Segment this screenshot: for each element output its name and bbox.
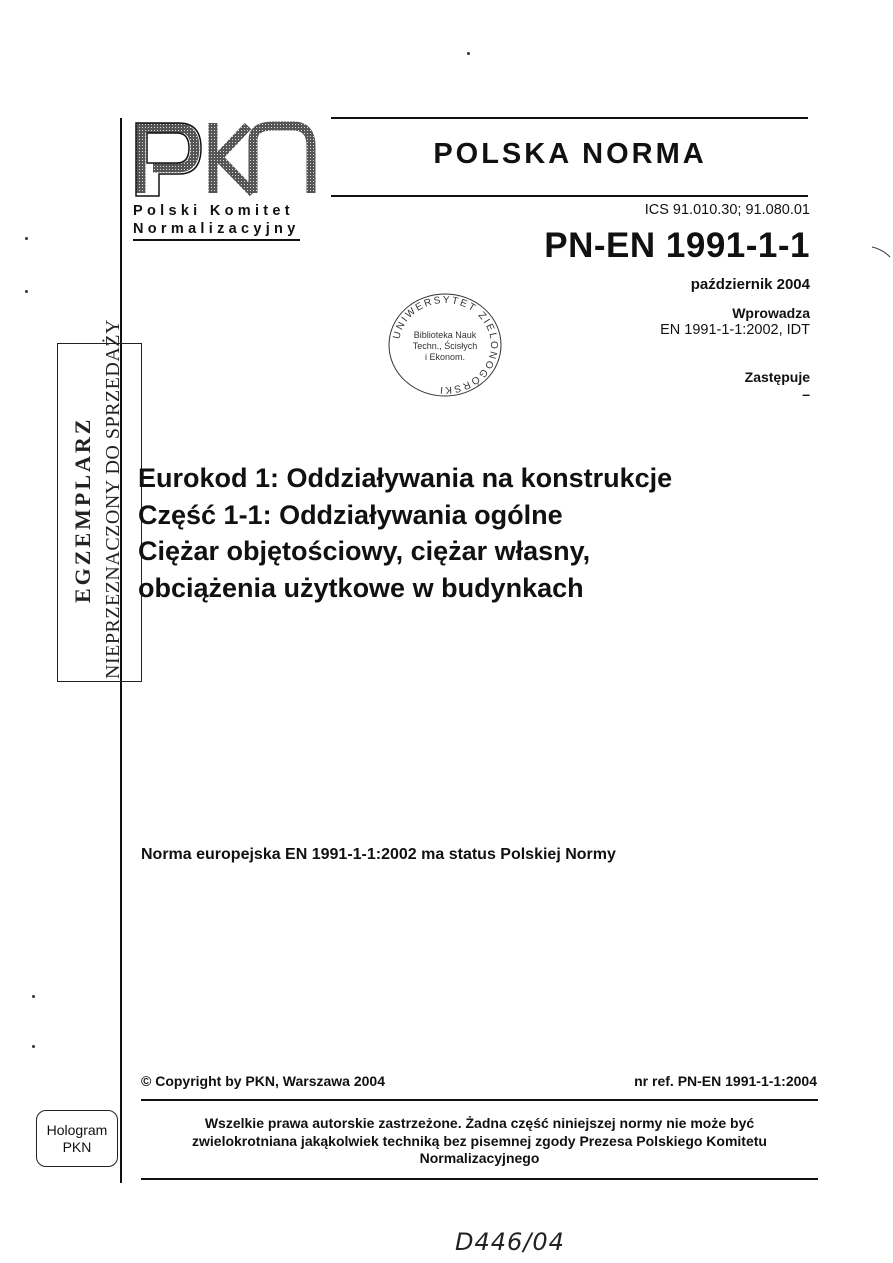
rights-line-1: Wszelkie prawa autorskie zastrzeżone. Żadna część niniejszej normy nie może być [204,1115,755,1131]
scan-speck [32,995,35,998]
library-stamp [385,290,505,400]
org-name-line2: Normalizacyjny [133,221,300,241]
scan-speck [25,290,28,293]
sample-stamp-line1: EGZEMPLARZ [70,416,95,603]
introduces-label: Wprowadza [732,305,810,321]
scan-speck [467,52,470,55]
hologram-line1: Hologram [46,1121,108,1138]
header-bottom-rule [331,195,808,197]
org-name-line1: Polski Komitet [133,203,294,219]
title-line-4: obciążenia użytkowe w budynkach [138,572,584,603]
rights-line-2: zwielokrotniana jakąkolwiek techniką bez pisemnej zgody Prezesa Polskiego Komitetu [192,1132,767,1149]
footer-top-rule [141,1099,818,1101]
stamp-circle-icon [385,290,505,400]
handwritten-note: D446/04 [455,1228,565,1256]
svg-text:UNIWERSYTET ZIELONOGÓRSKI: UNIWERSYTET ZIELONOGÓRSKI [391,294,500,396]
reference-number: nr ref. PN-EN 1991-1-1:2004 [634,1073,817,1089]
document-type-heading: POLSKA NORMA [433,138,707,170]
rights-line-3: Normalizacyjnego [419,1150,540,1166]
svg-text:Biblioteka Nauk: Biblioteka Nauk [413,330,477,340]
pkn-logo [133,118,318,198]
status-note: Norma europejska EN 1991-1-1:2002 ma status Polskiej Normy [141,846,616,863]
scan-speck [32,1045,35,1048]
sample-copy-stamp [57,319,142,682]
title-line-1: Eurokod 1: Oddziaływania na konstrukcje [138,463,673,493]
standard-number: PN-EN 1991-1-1 [544,226,810,265]
copyright-notice: © Copyright by PKN, Warszawa 2004 [141,1073,385,1089]
ics-code: ICS 91.010.30; 91.080.01 [644,202,810,218]
scan-speck [25,237,28,240]
introduces-value: EN 1991-1-1:2002, IDT [660,322,810,338]
footer-bottom-rule [141,1178,818,1180]
hologram-box [36,1110,118,1167]
hologram-line2: PKN [62,1138,92,1155]
document-title [138,460,672,606]
sample-stamp-line2: NIEPRZEZNACZONY DO SPRZEDAŻY [102,319,124,679]
header-top-rule [331,117,808,119]
replaces-value: – [802,386,810,402]
replaces-label: Zastępuje [744,369,810,385]
publication-date: październik 2004 [690,276,810,293]
svg-text:i Ekonom.: i Ekonom. [424,352,466,362]
title-line-2: Część 1-1: Oddziaływania ogólne [138,499,563,530]
scan-mark [872,245,892,260]
title-line-3: Ciężar objętościowy, ciężar własny, [138,536,591,566]
rights-notice [141,1115,818,1168]
svg-text:Techn., Ścisłych: Techn., Ścisłych [412,341,478,351]
